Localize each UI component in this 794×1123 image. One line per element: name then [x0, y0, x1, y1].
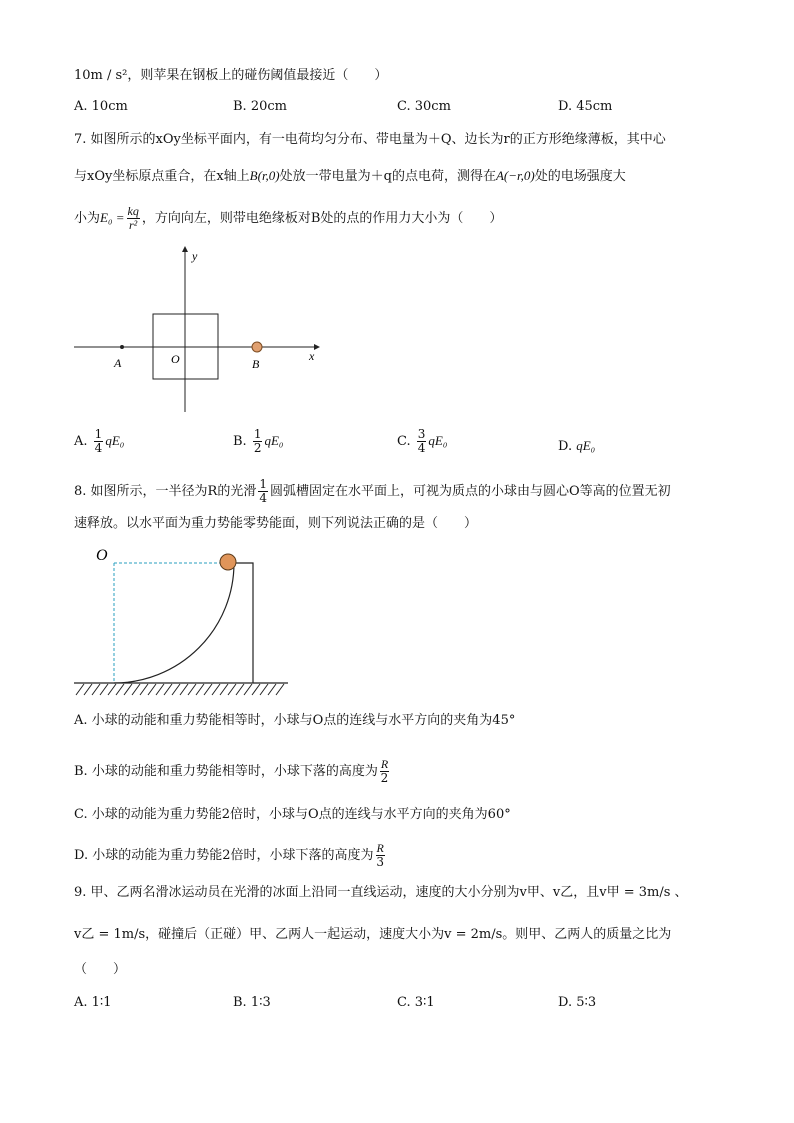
- q8-line-2: 速释放。以水平面为重力势能零势能面，则下列说法正确的是（ ）: [74, 516, 478, 531]
- q7-line-3b: ，方向向左，则带电绝缘板对B处的点的作用力大小为（ ）: [141, 211, 503, 226]
- q7-line-2a: 与xOy坐标原点重合，在x轴上: [74, 169, 250, 184]
- q6-tail-text: ，则苹果在钢板上的碰伤阈值最接近（ ）: [127, 68, 388, 83]
- q8-option-d-text: D. 小球的动能为重力势能2倍时，小球下落的高度为: [74, 848, 374, 863]
- q7-option-c-den: 4: [417, 441, 426, 455]
- q8-frac-num: 1: [259, 477, 267, 491]
- q7-y-arrow-icon: [182, 246, 188, 252]
- q7-option-c-num: 3: [417, 427, 426, 441]
- q7-line-3a: 小为: [74, 211, 101, 226]
- q9-option-a: A. 1∶1: [74, 995, 112, 1010]
- q7-figure: [68, 244, 328, 416]
- q8-line-1a: 8. 如图所示，一半径为R的光滑: [74, 484, 257, 499]
- q9-option-b: B. 1∶3: [233, 995, 271, 1010]
- q7-label-y: y: [192, 249, 198, 263]
- q7-option-c: [397, 428, 447, 455]
- q8-option-b: [74, 758, 391, 785]
- q6-option-c: C. 30cm: [397, 99, 451, 114]
- q7-label-a: A: [114, 356, 122, 370]
- q7-line-2: [74, 166, 626, 187]
- q7-option-b-den: 2: [253, 441, 262, 455]
- q7-label-o: O: [171, 352, 180, 366]
- q8-option-c: C. 小球的动能为重力势能2倍时，小球与O点的连线与水平方向的夹角为60°: [74, 807, 511, 822]
- q7-option-c-fraction: [417, 428, 427, 455]
- q7-line-3: [74, 205, 502, 232]
- q8-option-d: [74, 842, 387, 869]
- q7-option-b: [233, 428, 283, 455]
- q7-option-b-tail: qE₀: [264, 433, 284, 448]
- q8-frac-den: 4: [259, 491, 267, 505]
- q8-option-b-num: R: [380, 757, 389, 771]
- q9-line-3: （ ）: [74, 962, 127, 977]
- q7-label-x: x: [309, 349, 315, 363]
- q8-support: [234, 563, 253, 683]
- q8-option-d-den: 3: [376, 855, 384, 869]
- q9-option-d: D. 5∶3: [558, 995, 597, 1010]
- q7-line-1: 7. 如图所示的xOy坐标平面内，有一电荷均匀分布、带电量为＋Q、边长为r的正方形绝缘薄板，其中心: [74, 132, 666, 147]
- q8-label-o: O: [96, 547, 108, 564]
- q7-option-d: [558, 436, 595, 457]
- q7-point-b: B(r,0): [249, 168, 280, 183]
- q8-arc-track: [114, 563, 234, 683]
- q7-frac-num: kq: [127, 204, 139, 218]
- q7-charge-b-icon: [252, 342, 262, 352]
- q7-line-2c: 处的电场强度大: [534, 169, 626, 184]
- q9-line-1: 9. 甲、乙两名滑冰运动员在光滑的冰面上沿同一直线运动，速度的大小分别为v甲、v乙，且v甲 = 3m/s 、: [74, 885, 688, 900]
- q7-point-a: A(−r,0): [495, 168, 535, 183]
- q7-option-b-letter: B.: [233, 434, 247, 449]
- q7-option-c-letter: C.: [397, 434, 411, 449]
- q8-quarter-fraction: [258, 478, 268, 505]
- q7-option-b-num: 1: [253, 427, 262, 441]
- q7-option-c-tail: qE₀: [428, 433, 448, 448]
- q7-e0: E₀ =: [100, 210, 125, 225]
- q7-frac-den: r²: [129, 218, 138, 232]
- q7-line-2b: 处放一带电量为＋q的点电荷，测得在: [279, 169, 496, 184]
- q7-option-a-fraction: [94, 428, 104, 455]
- q8-option-b-fraction: [380, 758, 389, 785]
- q8-option-b-text: B. 小球的动能和重力势能相等时，小球下落的高度为: [74, 764, 378, 779]
- q8-option-d-num: R: [376, 841, 384, 855]
- q8-line-1: [74, 478, 671, 505]
- q7-option-a-den: 4: [94, 441, 103, 455]
- q7-e0-fraction: [127, 205, 140, 232]
- q8-line-1b: 圆弧槽固定在水平面上，可视为质点的小球由与圆心O等高的位置无初: [269, 484, 671, 499]
- q8-option-d-fraction: [376, 842, 385, 869]
- q7-point-a-dot: [120, 345, 124, 349]
- q7-option-d-letter: D.: [558, 439, 573, 454]
- q9-line-2: v乙 = 1m/s，碰撞后（正碰）甲、乙两人一起运动，速度大小为v = 2m/s。则甲、乙两人的质量之比为: [74, 927, 672, 942]
- q7-option-a: [74, 428, 124, 455]
- q6-tail: [74, 66, 387, 86]
- q7-option-b-fraction: [253, 428, 263, 455]
- q8-ground-hatch: [76, 684, 284, 695]
- q6-option-b: B. 20cm: [233, 99, 287, 114]
- q8-option-a: A. 小球的动能和重力势能相等时，小球与O点的连线与水平方向的夹角为45°: [74, 713, 516, 728]
- q8-option-b-den: 2: [380, 771, 389, 785]
- q7-label-b: B: [252, 357, 260, 371]
- q8-figure: [72, 540, 292, 700]
- q7-option-d-tail: qE₀: [576, 438, 596, 453]
- q9-option-c: C. 3∶1: [397, 995, 435, 1010]
- q8-ball-icon: [220, 554, 236, 570]
- q7-option-a-num: 1: [94, 427, 103, 441]
- q7-option-a-letter: A.: [74, 434, 88, 449]
- q7-x-arrow-icon: [314, 344, 320, 350]
- q6-option-d: D. 45cm: [558, 99, 613, 114]
- q6-tail-value: 10m / s²: [74, 68, 128, 83]
- q6-option-a: A. 10cm: [74, 99, 128, 114]
- q7-option-a-tail: qE₀: [105, 433, 125, 448]
